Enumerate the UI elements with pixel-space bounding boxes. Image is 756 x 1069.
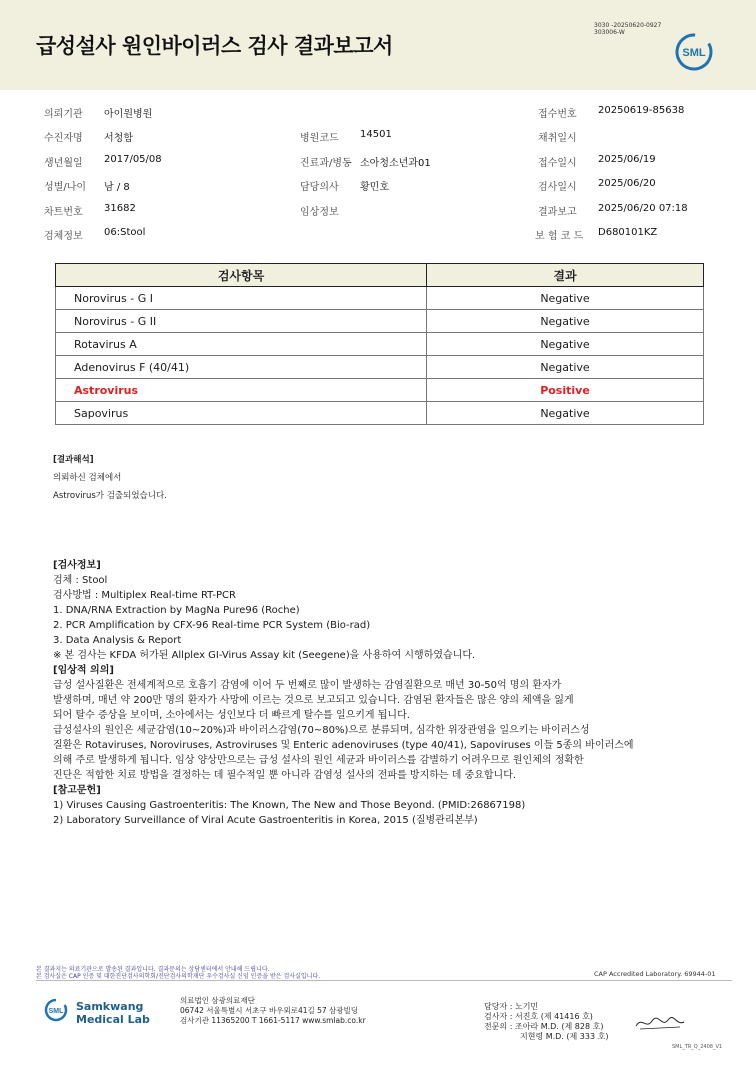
clinical-line: 급성설사의 원인은 세균감염(10~20%)과 바이러스감염(70~80%)으로 분류되며, 심각한 위장관염을 일으키는 바이러스성 <box>53 725 590 736</box>
company-name-line: Medical Lab <box>76 1013 150 1026</box>
footer-logo-text: SML <box>48 1008 64 1015</box>
specimen-value: 06:Stool <box>104 227 146 238</box>
staff-line: 담당자 : 노기민 <box>484 1002 539 1011</box>
hospital-code-label: 병원코드 <box>300 133 339 144</box>
staff-line: 지현령 M.D. (제 333 호) <box>520 1032 609 1041</box>
document-code-line2: 303006-W <box>594 29 625 36</box>
sml-logo-icon <box>674 32 714 72</box>
receipt-number-label: 접수번호 <box>538 109 577 120</box>
interpretation-line: Astrovirus가 검출되었습니다. <box>53 491 167 501</box>
chart-number-label: 차트번호 <box>44 207 83 218</box>
logo-text: SML <box>682 47 706 59</box>
department-label: 진료과/병동 <box>300 158 352 169</box>
test-result: Negative <box>427 356 704 379</box>
patient-name-value: 서청함 <box>104 133 133 144</box>
receipt-date-label: 접수일시 <box>538 158 577 169</box>
report-date-value: 2025/06/20 07:18 <box>598 203 688 214</box>
sml-footer-logo-icon <box>44 998 68 1022</box>
footer-notice-line: 본 결과지는 의료기관으로 발송된 결과입니다. 결과문의는 상담센터에서 안내해 드립니다. <box>36 966 270 973</box>
test-info-line: ※ 본 검사는 KFDA 허가된 Allplex GI-Virus Assay kit (Seegene)을 사용하여 시행하였습니다. <box>53 650 476 661</box>
test-result: Negative <box>427 333 704 356</box>
clinical-line: 발생하며, 매년 약 200만 명의 환자가 사망에 이르는 것으로 보고되고 있습니다. 감염된 환자들은 많은 양의 체액을 잃게 <box>53 695 574 706</box>
dob-label: 생년월일 <box>44 158 83 169</box>
hospital-code-value: 14501 <box>360 129 392 140</box>
interpretation-heading: [결과해석] <box>53 455 94 465</box>
test-result: Positive <box>427 379 704 402</box>
chart-number-value: 31682 <box>104 203 136 214</box>
receipt-number-value: 20250619-85638 <box>598 105 685 116</box>
clinical-line: 급성 설사질환은 전세계적으로 호흡기 감염에 이어 두 번째로 많이 발생하는 감염질환으로 매년 30-50억 명의 환자가 <box>53 680 562 691</box>
company-name <box>76 1000 150 1026</box>
results-header-row <box>56 264 704 287</box>
clinical-line: 되어 탈수 증상을 보이며, 소아에서는 성인보다 더 빠르게 탈수를 일으키게 됩니다. <box>53 710 410 721</box>
reference-line: 2) Laboratory Surveillance of Viral Acute Gastroenteritis in Korea, 2015 (질병관리본부) <box>53 815 478 826</box>
institution-value: 아이원병원 <box>104 109 153 120</box>
test-date-value: 2025/06/20 <box>598 178 656 189</box>
document-code-line1: 3030 -20250620-0927 <box>594 22 662 29</box>
signature-icon <box>632 1012 688 1034</box>
institution-label: 의뢰기관 <box>44 109 83 120</box>
header-result: 결과 <box>427 264 704 287</box>
table-row <box>56 402 704 425</box>
table-row <box>56 356 704 379</box>
patient-name-label: 수진자명 <box>44 133 83 144</box>
test-info-line: 검체 : Stool <box>53 575 108 586</box>
test-item: Adenovirus F (40/41) <box>56 356 427 379</box>
staff-line: 전문의 : 조아라 M.D. (제 828 호) <box>484 1022 604 1031</box>
sex-age-value: 남 / 8 <box>104 182 130 193</box>
test-date-label: 검사일시 <box>538 182 577 193</box>
report-title: 급성설사 원인바이러스 검사 결과보고서 <box>36 34 393 58</box>
reference-line: 1) Viruses Causing Gastroenteritis: The Known, The New and Those Beyond. (PMID:26867198) <box>53 800 526 811</box>
table-row <box>56 333 704 356</box>
company-address <box>180 996 366 1026</box>
table-row <box>56 287 704 310</box>
test-item: Norovirus - G I <box>56 287 427 310</box>
clinical-line: 의해 주로 발생하게 됩니다. 임상 양상만으로는 급성 설사의 원인 세균과 바이러스를 감별하기 어려우므로 원인체의 정확한 <box>53 755 584 766</box>
footer-notice <box>36 966 436 980</box>
insurance-code-value: D680101KZ <box>598 227 658 238</box>
department-value: 소아청소년과01 <box>360 158 431 169</box>
document-code <box>594 22 661 36</box>
footer-notice-line: 본 검사실은 CAP 인증 및 대한진단검사의학회/진단검사의학재단 우수검사실 신임 인증을 받은 검사실입니다. <box>36 973 321 980</box>
header-test-item: 검사항목 <box>56 264 427 287</box>
insurance-code-label: 보 험 코 드 <box>535 231 584 242</box>
test-info-line: 2. PCR Amplification by CFX-96 Real-time PCR System (Bio-rad) <box>53 620 371 631</box>
test-result: Negative <box>427 402 704 425</box>
org-name: 의료법인 삼광의료재단 <box>180 996 255 1005</box>
doctor-value: 황민호 <box>360 182 389 193</box>
specimen-label: 검체정보 <box>44 231 83 242</box>
report-header <box>0 0 756 90</box>
references-heading: [참고문헌] <box>53 785 101 796</box>
test-info-heading: [검사정보] <box>53 560 101 571</box>
doctor-label: 담당의사 <box>300 182 339 193</box>
company-name-line: Samkwang <box>76 1000 144 1013</box>
collection-date-label: 채취일시 <box>538 133 577 144</box>
test-info-line: 검사방법 : Multiplex Real-time RT-PCR <box>53 590 236 601</box>
test-info-section <box>53 558 634 828</box>
results-table <box>55 263 704 425</box>
test-info-line: 3. Data Analysis & Report <box>53 635 182 646</box>
table-row <box>56 310 704 333</box>
test-item: Rotavirus A <box>56 333 427 356</box>
clinical-line: 질환은 Rotaviruses, Noroviruses, Astroviruses 및 Enteric adenoviruses (type 40/41), Sapoviruses 이들 5종의 바이러스에 <box>53 740 634 751</box>
report-date-label: 결과보고 <box>538 207 577 218</box>
test-result: Negative <box>427 287 704 310</box>
clinical-info-label: 임상정보 <box>300 207 339 218</box>
test-item: Sapovirus <box>56 402 427 425</box>
footer-divider <box>36 980 732 981</box>
staff-list <box>484 1002 608 1042</box>
address-line: 06742 서울특별시 서초구 바우뫼로41길 57 삼광빌딩 <box>180 1006 359 1015</box>
clinical-significance-heading: [임상적 의의] <box>53 665 114 676</box>
dob-value: 2017/05/08 <box>104 154 162 165</box>
test-info-line: 1. DNA/RNA Extraction by MagNa Pure96 (Roche) <box>53 605 300 616</box>
table-row-positive <box>56 379 704 402</box>
interpretation-line: 의뢰하신 검체에서 <box>53 473 122 483</box>
test-item: Astrovirus <box>56 379 427 402</box>
test-item: Norovirus - G II <box>56 310 427 333</box>
test-result: Negative <box>427 310 704 333</box>
sex-age-label: 성별/나이 <box>44 182 87 193</box>
interpretation-section <box>53 451 167 505</box>
cap-accreditation: CAP Accredited Laboratory. 69944-01 <box>594 970 716 978</box>
staff-line: 검사자 : 서진호 (제 41416 호) <box>484 1012 593 1021</box>
form-code: SML_TR_Q_2408_V1 <box>672 1044 723 1050</box>
receipt-date-value: 2025/06/19 <box>598 154 656 165</box>
clinical-line: 진단은 적합한 치료 방법을 결정하는 데 필수적일 뿐 아니라 감염성 설사의 전파를 방지하는 데 중요합니다. <box>53 770 517 781</box>
contact-line: 검사기관 11365200 T 1661-5117 www.smlab.co.kr <box>180 1016 366 1025</box>
